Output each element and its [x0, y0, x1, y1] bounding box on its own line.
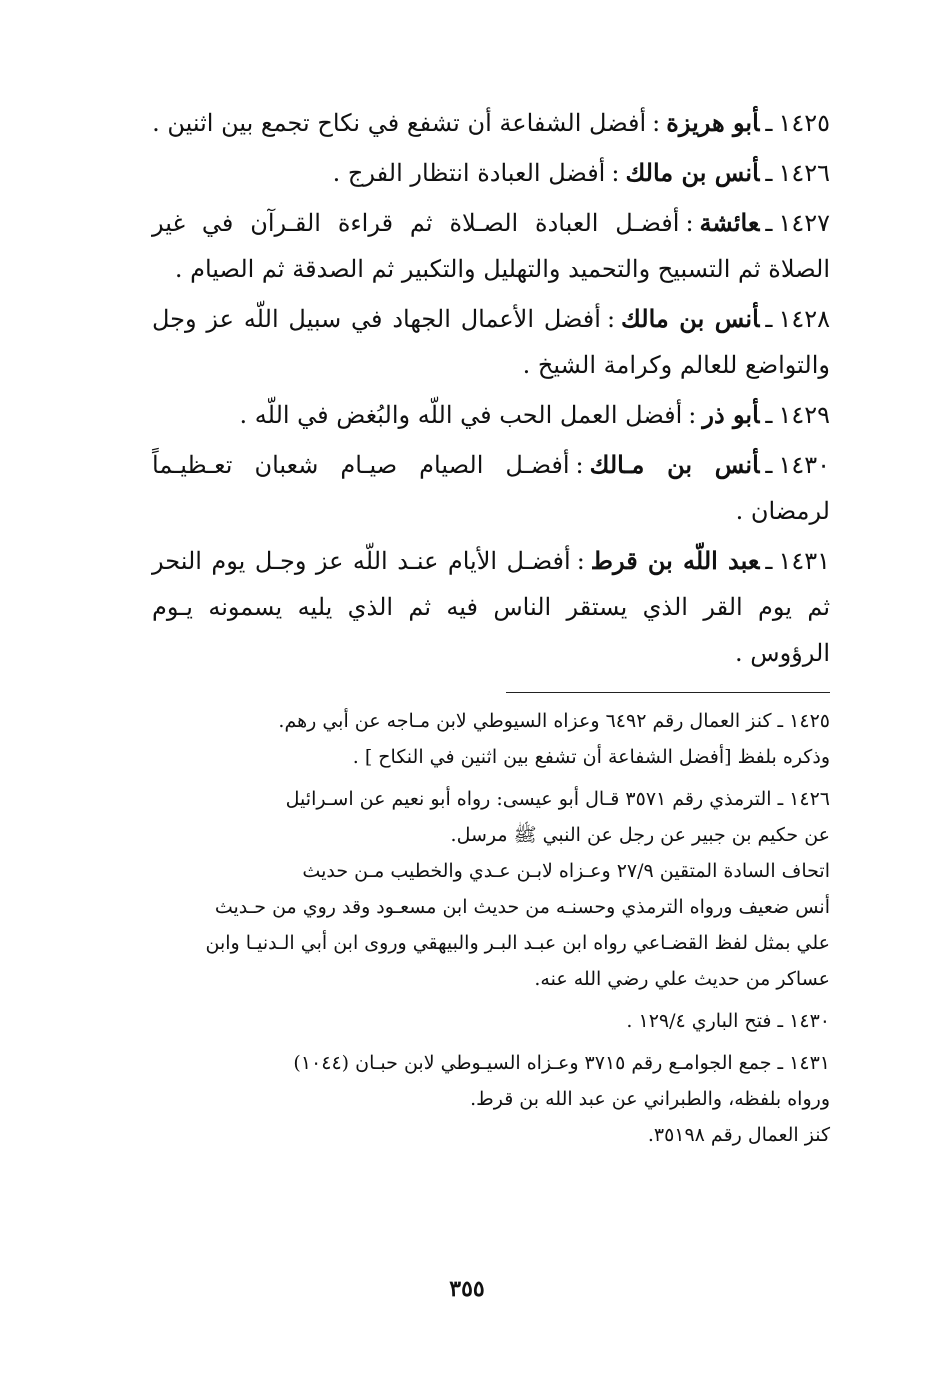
entry-narrator: عائشة: [699, 208, 760, 237]
entry-number: ١٤٢٩: [778, 401, 830, 429]
footnote-1426: [152, 781, 830, 997]
entry-narrator: أنس بن مـالك: [589, 450, 760, 479]
footnote-line: علي بمثل لفظ القضـاعي رواه ابن عبـد البـر والبيهقي وروى ابن أبي الـدنيـا وابن: [205, 932, 830, 954]
entry-narrator: أنس بن مالك: [625, 158, 760, 187]
entry-narrator: أبو ذر: [702, 400, 760, 429]
entry-number: ١٤٣٠: [778, 451, 830, 479]
entry-text: أفضل الشفاعة أن تشفع في نكاح تجمع بين اثنين .: [152, 109, 647, 137]
entry-number: ١٤٢٥: [778, 109, 830, 137]
entry-narrator: عبد اللّه بن قرط: [590, 546, 760, 575]
entry-number: ١٤٢٨: [778, 305, 830, 333]
hadith-entry-1428: ١٤٢٨ـأنس بن مالك:أفضل الأعمال الجهاد في سبيل اللّه عز وجل والتواضع للعالم وكرامة الشيخ .: [152, 304, 830, 379]
entry-number: ١٤٣١: [778, 547, 831, 575]
entry-text: أفضل الأعمال الجهاد في سبيل اللّه عز وجل والتواضع للعالم وكرامة الشيخ .: [152, 305, 830, 379]
entry-text: أفضل العبادة انتظار الفرج .: [332, 159, 606, 187]
footnote-line: عن حكيم بن جبير عن رجل عن النبي ﷺ مرسل.: [450, 824, 830, 846]
entry-text: أفضل العمل الحب في اللّه والبُغض في اللّه .: [239, 401, 683, 429]
entry-text: أفضـل العبادة الصـلاة ثم قراءة القـرآن في غير الصلاة ثم التسبيح والتحميد والتهليل والتكبير ثم الصدقة ثم الصيام .: [152, 209, 830, 283]
hadith-list: [152, 100, 830, 676]
footnote-line: ١٤٣٠ ـ فتح الباري ١٢٩/٤ .: [626, 1010, 830, 1032]
footnotes: [152, 703, 830, 1153]
hadith-entry-1430: ١٤٣٠ـأنس بن مـالك:أفضـل الصيام صيـام شعبان تعـظيـماً لرمضان .: [152, 450, 830, 525]
footnote-divider: [506, 692, 830, 693]
footnote-line: كنز العمال رقم ٣٥١٩٨.: [647, 1124, 830, 1146]
entry-text: أفضـل الصيام صيـام شعبان تعـظيـماً لرمضان .: [152, 451, 830, 525]
hadith-entry-1431: ١٤٣١ـعبد اللّه بن قرط:أفضـل الأيام عنـد اللّه عز وجـل يوم النحر ثم يوم القر الذي يستقر الناس فيه ثم الذي يليه يسمونه يـوم الرؤوس .: [152, 546, 831, 667]
hadith-entry-1426: ١٤٢٦ـأنس بن مالك:أفضل العبادة انتظار الفرج .: [332, 158, 830, 187]
footnote-line: أنس ضعيف ورواه الترمذي وحسنـه من حديث ابن مسعـود وقد روي من حـديث: [214, 896, 830, 918]
footnote-1425: [152, 703, 830, 775]
entry-narrator: أبو هريزة: [666, 108, 760, 137]
hadith-entry-1425: ١٤٢٥ـأبو هريزة:أفضل الشفاعة أن تشفع في نكاح تجمع بين اثنين .: [152, 108, 830, 137]
entry-text: أفضـل الأيام عنـد اللّه عز وجـل يوم النحر ثم يوم القر الذي يستقر الناس فيه ثم الذي يليه يسمونه يـوم الرؤوس .: [152, 547, 830, 667]
entry-number: ١٤٢٧: [778, 209, 830, 237]
footnote-line: عساكر من حديث علي رضي الله عنه.: [534, 968, 830, 990]
page-body: [152, 100, 830, 1159]
hadith-entry-1429: ١٤٢٩ـأبو ذر:أفضل العمل الحب في اللّه والبُغض في اللّه .: [239, 400, 830, 429]
footnote-line: وذكره بلفظ [أفضل الشفاعة أن تشفع بين اثنين في النكاح ] .: [352, 746, 830, 768]
entry-narrator: أنس بن مالك: [621, 304, 760, 333]
footnote-1431: [152, 1045, 830, 1153]
page-number: ٣٥٥: [449, 1276, 485, 1302]
footnote-line: ورواه بلفظه، والطبراني عن عبد الله بن قرط.: [470, 1088, 830, 1110]
entry-number: ١٤٢٦: [778, 159, 830, 187]
footnote-line: ١٤٣١ ـ جمع الجوامـع رقم ٣٧١٥ وعـزاه السيـوطي لابن حبـان (١٠٤٤): [293, 1052, 830, 1074]
footnote-line: ١٤٢٦ ـ الترمذي رقم ٣٥٧١ قـال أبو عيسى: رواه أبو نعيم عن اسـرائيل: [285, 788, 830, 810]
footnote-line: ١٤٢٥ ـ كنز العمال رقم ٦٤٩٢ وعزاه السيوطي لابن مـاجه عن أبي رهم.: [278, 710, 830, 732]
footnote-line: اتحاف السادة المتقين ٢٧/٩ وعـزاه لابـن عـدي والخطيب مـن حديث: [302, 860, 830, 882]
hadith-entry-1427: ١٤٢٧ـعائشة:أفضـل العبادة الصـلاة ثم قراءة القـرآن في غير الصلاة ثم التسبيح والتحميد والتهليل والتكبير ثم الصدقة ثم الصيام .: [152, 208, 830, 283]
footnote-1430: [152, 1003, 830, 1039]
